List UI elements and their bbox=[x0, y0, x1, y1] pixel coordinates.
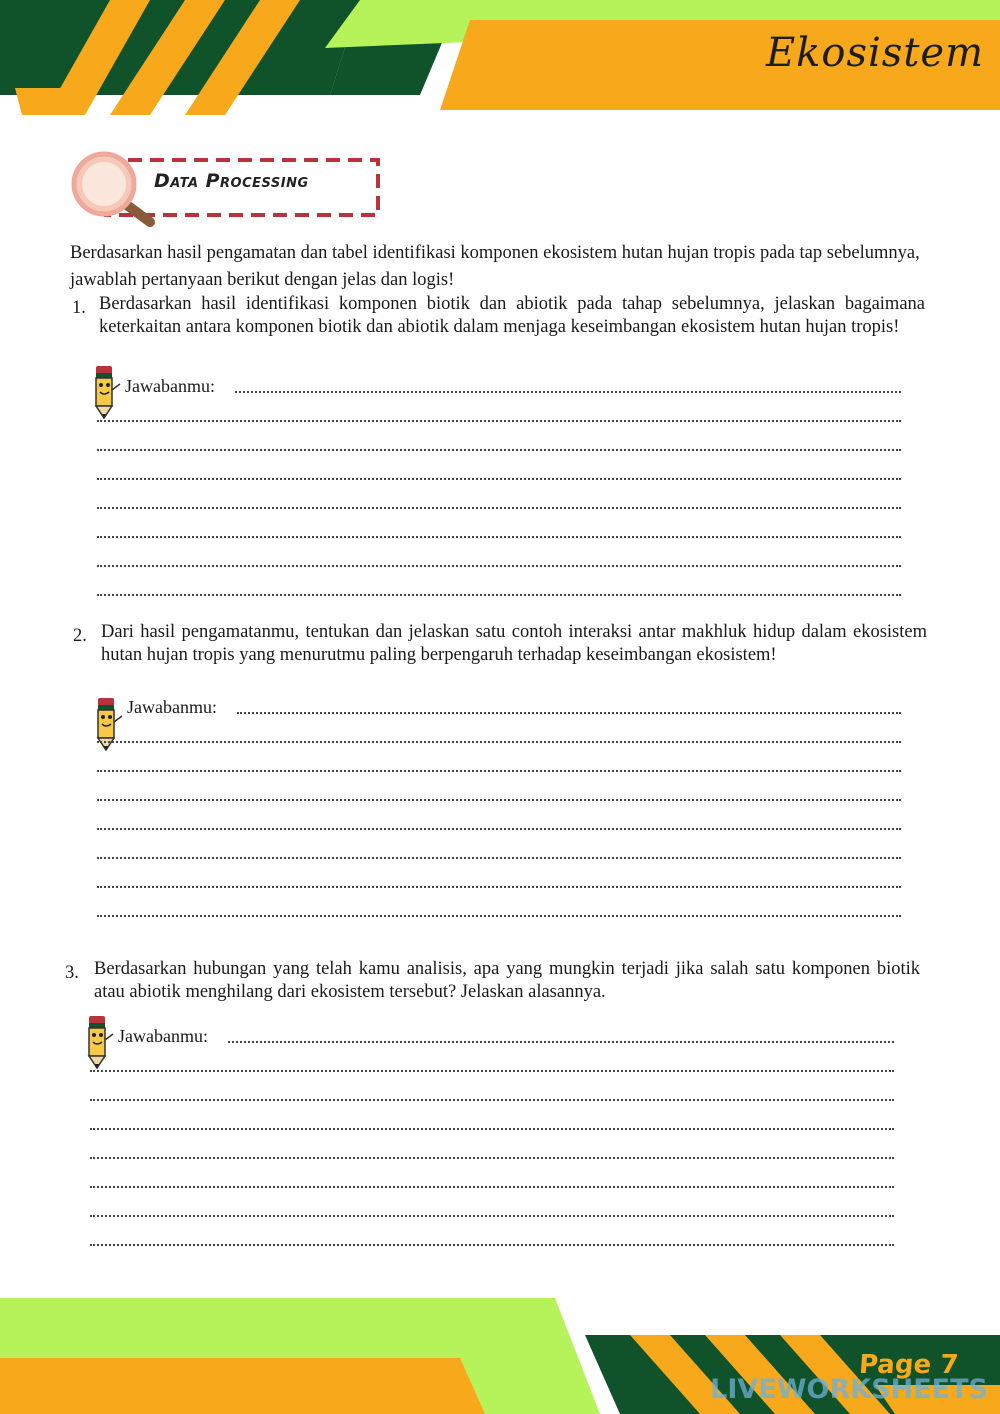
pencil-mascot-icon bbox=[86, 364, 124, 420]
answer-line[interactable] bbox=[97, 915, 901, 917]
answer-line[interactable] bbox=[90, 1128, 894, 1130]
answer-line[interactable] bbox=[97, 449, 901, 451]
question-2-number: 2. bbox=[73, 626, 87, 646]
answer-line[interactable] bbox=[97, 857, 901, 859]
question-3-text: Berdasarkan hubungan yang telah kamu analisis, apa yang mungkin terjadi jika salah satu komponen biotik atau abiotik menghilang dari ekosistem tersebut? Jelaskan alasannya. bbox=[94, 959, 920, 1002]
question-2-text: Dari hasil pengamatanmu, tentukan dan jelaskan satu contoh interaksi antar makhluk hidup dalam ekosistem hutan hujan tropis yang menurutmu paling berpengaruh terhadap keseimbangan ekosistem! bbox=[101, 622, 927, 665]
answer-line[interactable] bbox=[235, 391, 901, 393]
document-title: Ekosistem bbox=[765, 30, 984, 76]
answer-line[interactable] bbox=[97, 507, 901, 509]
answer-line[interactable] bbox=[97, 478, 901, 480]
answer-line[interactable] bbox=[97, 741, 901, 743]
answer-line[interactable] bbox=[97, 536, 901, 538]
watermark: LIVEWORKSHEETS bbox=[710, 1374, 988, 1405]
answer-label-1: Jawabanmu: bbox=[125, 376, 215, 396]
page-number: Page 7 bbox=[857, 1350, 960, 1380]
question-1-number: 1. bbox=[72, 298, 86, 318]
pencil-mascot-icon bbox=[88, 696, 126, 752]
answer-line[interactable] bbox=[97, 799, 901, 801]
question-3-number: 3. bbox=[65, 963, 79, 983]
answer-line[interactable] bbox=[90, 1215, 894, 1217]
instructions: Berdasarkan hasil pengamatan dan tabel identifikasi komponen ekosistem hutan hujan tropis pada tap sebelumnya, jawablah pertanyaan berikut dengan jelas dan logis! bbox=[70, 243, 920, 290]
answer-line[interactable] bbox=[97, 420, 901, 422]
answer-label-3: Jawabanmu: bbox=[118, 1026, 208, 1046]
answer-line[interactable] bbox=[90, 1099, 894, 1101]
section-badge bbox=[68, 150, 388, 240]
answer-line[interactable] bbox=[97, 565, 901, 567]
answer-line[interactable] bbox=[90, 1070, 894, 1072]
answer-line[interactable] bbox=[228, 1041, 894, 1043]
answer-line[interactable] bbox=[97, 594, 901, 596]
answer-line[interactable] bbox=[90, 1157, 894, 1159]
answer-line[interactable] bbox=[97, 886, 901, 888]
answer-label-2: Jawabanmu: bbox=[127, 697, 217, 717]
section-label: Data Processing bbox=[154, 170, 309, 192]
answer-line[interactable] bbox=[90, 1244, 894, 1246]
answer-line[interactable] bbox=[237, 712, 901, 714]
pencil-mascot-icon bbox=[79, 1014, 117, 1070]
answer-line[interactable] bbox=[97, 770, 901, 772]
question-1-text: Berdasarkan hasil identifikasi komponen biotik dan abiotik pada tahap sebelumnya, jelaskan bagaimana keterkaitan antara komponen biotik dan abiotik dalam menjaga keseimbangan ekosistem hutan hujan tropis! bbox=[99, 294, 925, 337]
answer-line[interactable] bbox=[97, 828, 901, 830]
answer-line[interactable] bbox=[90, 1186, 894, 1188]
